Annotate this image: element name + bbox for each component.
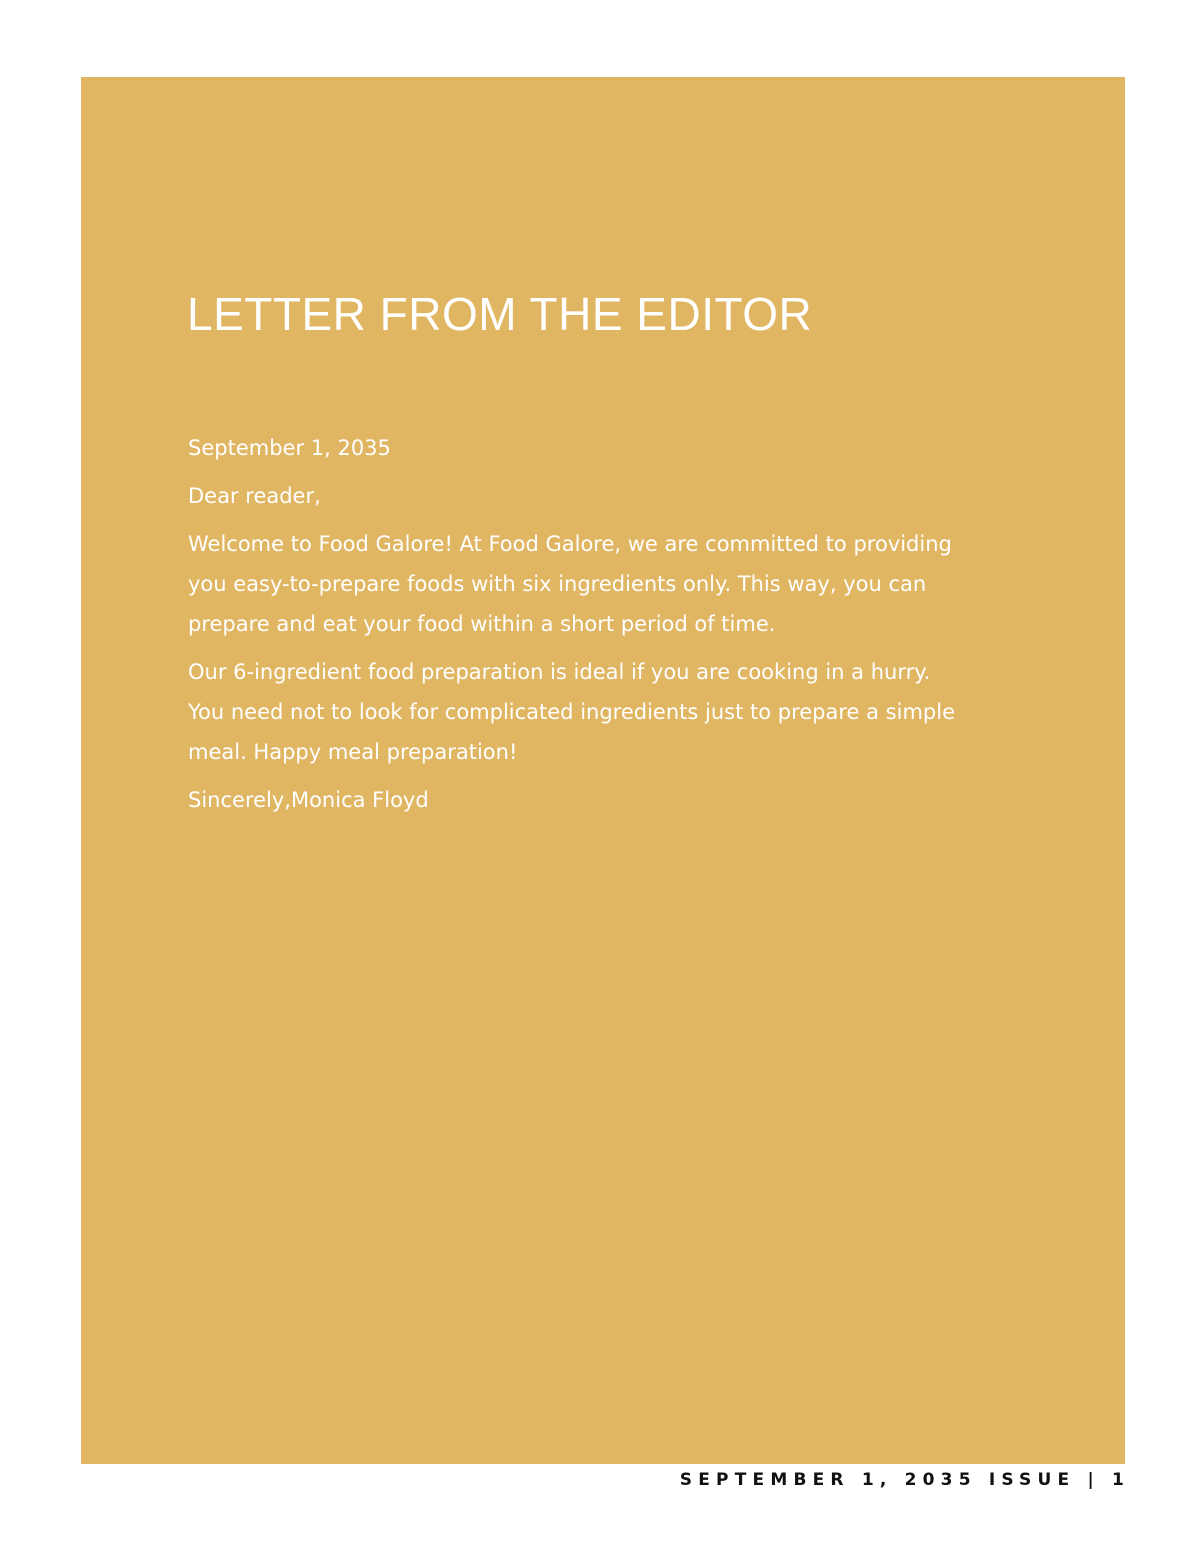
letter-date: September 1, 2035 [188, 436, 391, 460]
letter-paragraph: Welcome to Food Galore! At Food Galore, we are committed to providing you easy-to-prepare foods with six ingredients only. This way, you can prepare and eat your food within a short period of time. [188, 532, 952, 636]
letter-paragraph: Our 6-ingredient food preparation is ideal if you are cooking in a hurry. You need not to look for complicated ingredients just to prepare a simple meal. Happy meal preparation! [188, 660, 956, 764]
letter-body [188, 428, 968, 828]
issue-footer: SEPTEMBER 1, 2035 ISSUE | 1 [679, 1470, 1130, 1490]
page-title: LETTER FROM THE EDITOR [187, 288, 813, 340]
letter-salutation: Dear reader, [188, 484, 321, 508]
letter-closing: Sincerely,Monica Floyd [188, 788, 429, 812]
